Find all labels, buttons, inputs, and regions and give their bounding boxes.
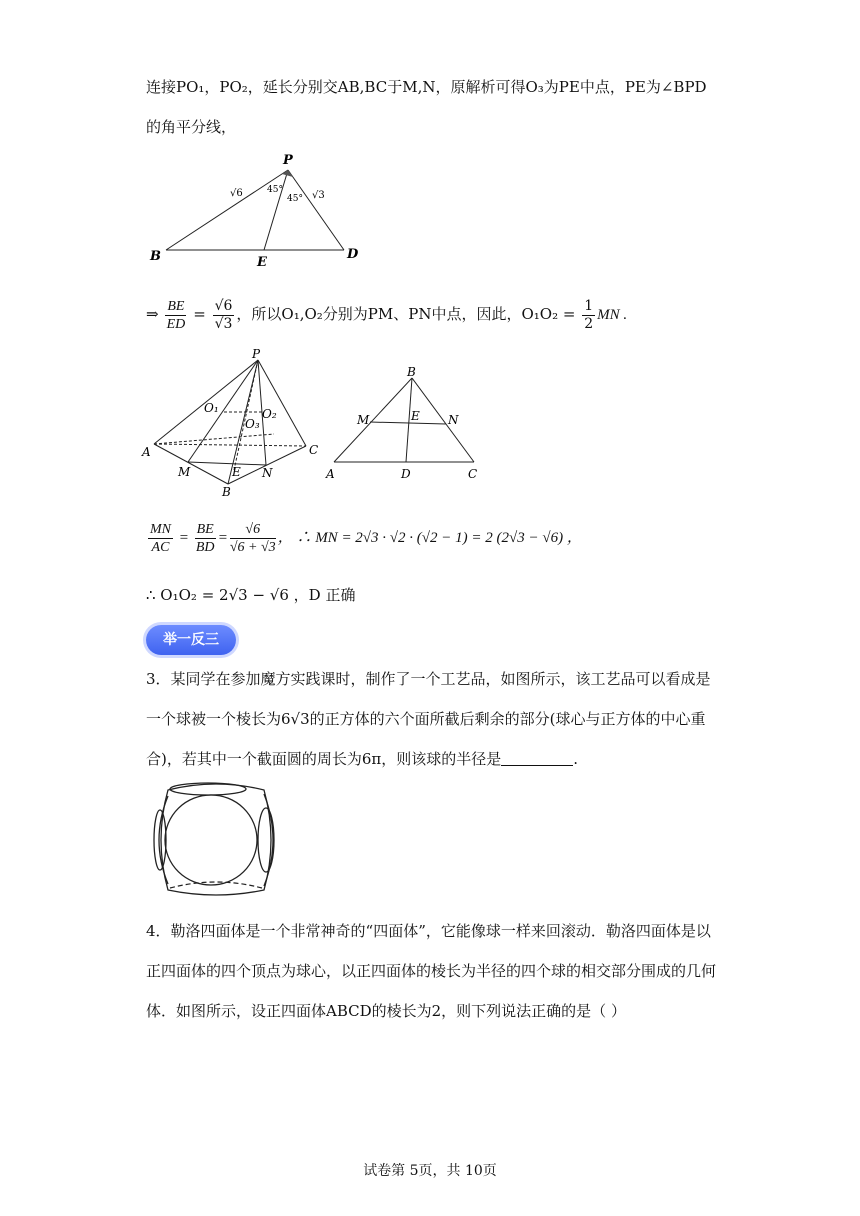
label-a2: A — [142, 445, 151, 459]
label-m3: M — [357, 413, 370, 427]
q3-line-1: 3．某同学在参加魔方实践课时，制作了一个工艺品，如图所示，该工艺品可以看成是 — [146, 670, 711, 688]
label-p2: P — [252, 347, 261, 361]
text-line-1: 连接PO₁，PO₂，延长分别交AB,BC于M,N，原解析可得O₃为PE中点，PE为∠BPD — [146, 78, 707, 96]
angle-mark — [282, 170, 293, 177]
fraction-half: $\frac{1}{2}$ — [584, 297, 594, 332]
q4-line-1: 4．勒洛四面体是一个非常神奇的“四面体”，它能像球一样来回滚动．勒洛四面体是以 — [146, 922, 711, 940]
answer-blank[interactable] — [501, 751, 573, 766]
edge-pm — [188, 360, 258, 462]
edge-a-mid-hidden — [154, 434, 274, 444]
implies-symbol: ⇒ — [146, 305, 159, 323]
front-cut-circle — [165, 795, 257, 885]
fraction-mn-ac: $\frac{MN}{AC}$ — [150, 522, 171, 556]
pyramid-figure — [142, 348, 322, 498]
edge-pc — [258, 360, 306, 446]
side-sqrt6: √6 — [230, 188, 243, 199]
edge-ab — [154, 444, 228, 484]
triangle-figure-abc — [324, 366, 484, 486]
label-a3: A — [326, 467, 335, 481]
edge-bc3 — [412, 378, 474, 462]
edge-pb — [166, 170, 288, 250]
label-b3: B — [407, 365, 416, 379]
equation-mn: $\frac{MN}{AC}$ = $\frac{BE}{BD}$ = $\frac{√6}{√6 + √3}$ ， ∴ MN = 2√3 · √2 · (√2 − 1) = 2 (2√3 − √6) ， — [150, 522, 582, 556]
label-d: D — [347, 247, 359, 262]
fraction-sqrt-sum: $\frac{√6}{√6 + √3}$ — [229, 522, 276, 556]
label-b: B — [150, 249, 161, 264]
edge-ac-hidden — [154, 444, 306, 446]
side-sqrt3: √3 — [312, 190, 325, 201]
edge-mn3 — [370, 422, 446, 424]
label-c3: C — [468, 467, 478, 481]
eq2-text: ， ∴ MN = 2√3 · √2 · (√2 − 1) = 2 (2√3 − √6) ， — [277, 530, 582, 546]
label-n2: N — [262, 466, 273, 480]
label-e3: E — [411, 409, 420, 423]
label-p: P — [283, 153, 293, 168]
label-n3: N — [448, 413, 459, 427]
q3-line-2: 一个球被一个棱长为6√3的正方体的六个面所截后剩余的部分(球心与正方体的中心重 — [146, 710, 706, 728]
label-m2: M — [178, 465, 191, 479]
edge-pd — [288, 170, 344, 250]
label-c2: C — [309, 443, 319, 457]
eq1-tail: MN . — [597, 307, 628, 323]
label-o1: O₁ — [204, 401, 219, 415]
label-e: E — [257, 255, 267, 270]
page-footer: 试卷第 5页，共 10页 — [363, 1163, 497, 1179]
sphere-cube-figure — [146, 780, 286, 900]
equation-ratio: ⇒ $\frac{BE}{ED}$ = $\frac{√6}{√3}$ ，所以O₁,O₂分别为PM、PN中点，因此，O₁O₂ = $\frac{1}{2}$ MN . — [146, 297, 628, 332]
practice-badge: 举一反三 — [146, 625, 236, 655]
edge-mn — [188, 462, 266, 465]
label-d3: D — [401, 467, 411, 481]
equation-conclusion: ∴ O₁O₂ = 2√3 − √6 ，D 正确 — [146, 586, 356, 604]
label-e2: E — [232, 465, 241, 479]
q3-line-3: 合)，若其中一个截面圆的周长为6π，则该球的半径是 . — [146, 750, 579, 768]
label-b2: B — [222, 485, 231, 499]
outer-shape — [161, 784, 271, 895]
label-o2: O₂ — [262, 407, 277, 421]
fraction-be-bd: $\frac{BE}{BD}$ — [195, 522, 215, 556]
text-line-2: 的角平分线， — [146, 118, 237, 136]
q4-line-3: 体．如图所示，设正四面体ABCD的棱长为2，则下列说法正确的是（ ） — [146, 1002, 626, 1020]
q4-line-2: 正四面体的四个顶点为球心，以正四面体的棱长为半径的四个球的相交部分围成的几何 — [146, 962, 717, 980]
angle-45-right: 45° — [287, 194, 303, 204]
edge-pe — [264, 170, 288, 250]
left-cut-ellipse — [154, 810, 166, 870]
triangle-figure-bpd — [146, 150, 376, 270]
edge-ba — [334, 378, 412, 462]
fraction-be-ed: $\frac{BE}{ED}$ — [166, 298, 186, 332]
angle-45-left: 45° — [267, 185, 283, 195]
fraction-sqrt: $\frac{√6}{√3}$ — [214, 297, 233, 332]
label-o3: O₃ — [245, 417, 260, 431]
eq1-text: ，所以O₁,O₂分别为PM、PN中点，因此，O₁O₂ = — [236, 305, 576, 323]
